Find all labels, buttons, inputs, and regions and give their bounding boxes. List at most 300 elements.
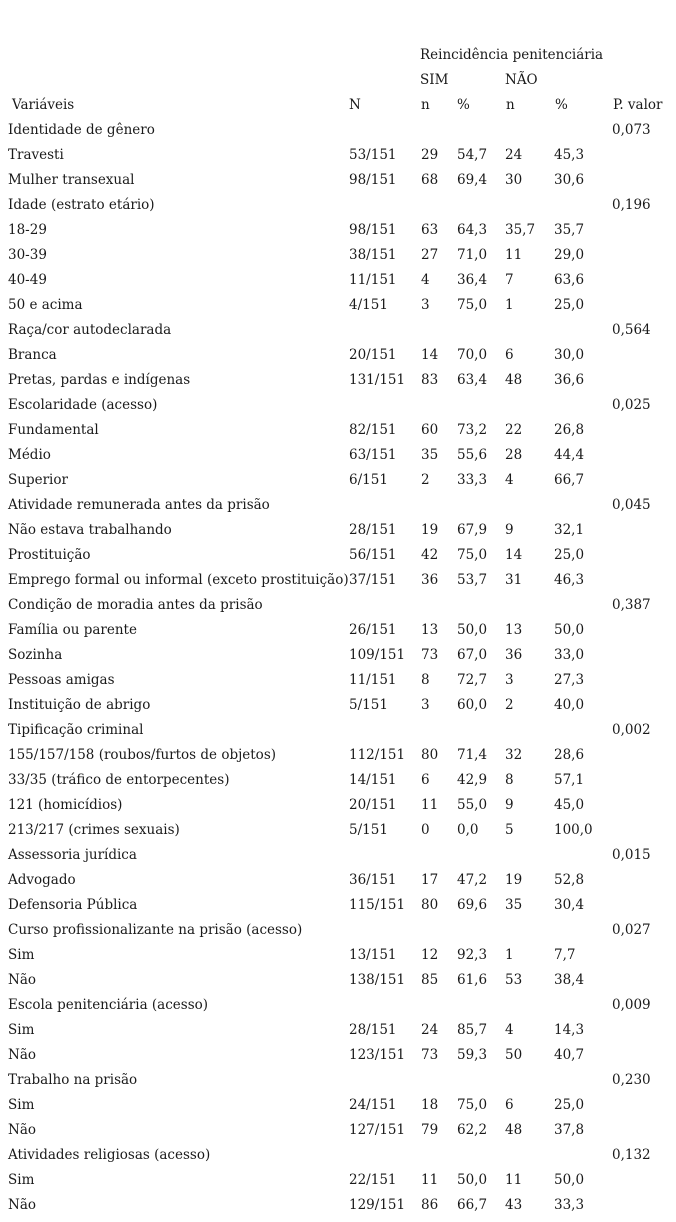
n-cell xyxy=(349,1068,421,1093)
sim-pct-cell: 67,0 xyxy=(457,647,488,663)
n-cell: 22/151 xyxy=(349,1172,397,1188)
p-value-cell xyxy=(612,943,672,968)
sim-pct-cell xyxy=(457,393,505,418)
sim-n-cell: 11 xyxy=(421,1172,439,1188)
row-label: Travesti xyxy=(8,147,64,163)
sim-n-cell: 17 xyxy=(421,872,439,888)
table-row xyxy=(8,243,672,268)
p-value-cell xyxy=(612,543,672,568)
row-label: Não xyxy=(8,972,36,988)
nao-n-cell: 43 xyxy=(505,1197,523,1213)
nao-pct-cell xyxy=(554,393,612,418)
table-row xyxy=(8,618,672,643)
row-label: Superior xyxy=(8,472,68,488)
n-cell: 127/151 xyxy=(349,1122,406,1138)
n-cell: 11/151 xyxy=(349,272,397,288)
nao-n-cell: 1 xyxy=(505,947,514,963)
nao-n-cell: 48 xyxy=(505,372,523,388)
nao-pct-cell: 66,7 xyxy=(554,472,585,488)
sim-n-cell: 42 xyxy=(421,547,439,563)
row-label: Médio xyxy=(8,447,51,463)
p-value-cell: 0,073 xyxy=(612,122,651,138)
n-cell: 115/151 xyxy=(349,897,406,913)
p-value-cell: 0,002 xyxy=(612,722,651,738)
nao-n-cell: 14 xyxy=(505,547,523,563)
nao-pct-cell: 35,7 xyxy=(554,222,585,238)
nao-pct-cell: 44,4 xyxy=(554,447,585,463)
p-value-cell xyxy=(612,693,672,718)
sim-n-cell: 2 xyxy=(421,472,430,488)
table-row xyxy=(8,143,672,168)
table-row xyxy=(8,368,672,393)
sim-n-header: n xyxy=(421,97,430,113)
nao-pct-cell: 7,7 xyxy=(554,947,576,963)
p-value-cell xyxy=(612,1018,672,1043)
p-value-cell xyxy=(612,1118,672,1143)
sim-n-cell: 80 xyxy=(421,897,439,913)
sim-n-cell xyxy=(421,1143,457,1168)
nao-pct-cell xyxy=(554,493,612,518)
table-row xyxy=(8,693,672,718)
sim-pct-header: % xyxy=(457,97,470,113)
sim-n-cell: 3 xyxy=(421,297,430,313)
nao-n-cell: 9 xyxy=(505,797,514,813)
nao-n-cell: 11 xyxy=(505,1172,523,1188)
nao-n-cell: 36 xyxy=(505,647,523,663)
nao-pct-cell xyxy=(554,993,612,1018)
p-value-cell xyxy=(612,293,672,318)
nao-n-cell: 13 xyxy=(505,622,523,638)
row-label: Não xyxy=(8,1197,36,1213)
nao-n-cell xyxy=(505,918,554,943)
nao-pct-cell xyxy=(554,593,612,618)
nao-n-cell: 4 xyxy=(505,472,514,488)
row-label: 155/157/158 (roubos/furtos de objetos) xyxy=(8,747,277,763)
p-value-cell xyxy=(612,643,672,668)
sim-n-cell: 35 xyxy=(421,447,439,463)
n-cell xyxy=(349,918,421,943)
p-value-cell xyxy=(612,518,672,543)
nao-n-cell: 6 xyxy=(505,347,514,363)
sim-pct-cell xyxy=(457,1143,505,1168)
sim-pct-cell: 33,3 xyxy=(457,472,488,488)
nao-pct-cell: 36,6 xyxy=(554,372,585,388)
sim-pct-cell: 75,0 xyxy=(457,1097,488,1113)
nao-pct-cell: 32,1 xyxy=(554,522,585,538)
nao-n-cell xyxy=(505,393,554,418)
nao-pct-cell: 38,4 xyxy=(554,972,585,988)
table-row xyxy=(8,1118,672,1143)
p-value-cell: 0,196 xyxy=(612,197,651,213)
nao-n-cell xyxy=(505,193,554,218)
nao-n-cell xyxy=(505,993,554,1018)
nao-pct-cell: 37,8 xyxy=(554,1122,585,1138)
sim-n-cell: 27 xyxy=(421,247,439,263)
n-cell: 123/151 xyxy=(349,1047,406,1063)
nao-pct-cell: 50,0 xyxy=(554,622,585,638)
sim-pct-cell xyxy=(457,193,505,218)
sim-n-cell: 0 xyxy=(421,822,430,838)
nao-n-cell: 3 xyxy=(505,672,514,688)
row-label: 30-39 xyxy=(8,247,47,263)
sim-pct-cell xyxy=(457,993,505,1018)
sim-n-cell: 19 xyxy=(421,522,439,538)
n-cell: 138/151 xyxy=(349,972,406,988)
sim-pct-cell: 62,2 xyxy=(457,1122,488,1138)
sim-n-cell: 4 xyxy=(421,272,430,288)
table-row xyxy=(8,968,672,993)
row-label: Identidade de gênero xyxy=(8,122,155,138)
sim-n-cell: 11 xyxy=(421,797,439,813)
variables-header: Variáveis xyxy=(12,97,75,113)
nao-pct-cell: 28,6 xyxy=(554,747,585,763)
nao-n-cell: 35,7 xyxy=(505,222,536,238)
p-value-cell xyxy=(612,418,672,443)
nao-n-cell: 50 xyxy=(505,1047,523,1063)
table-row xyxy=(8,1018,672,1043)
table-row xyxy=(8,343,672,368)
n-cell: 24/151 xyxy=(349,1097,397,1113)
p-value-cell xyxy=(612,818,672,843)
nao-n-cell xyxy=(505,1143,554,1168)
nao-n-cell: 19 xyxy=(505,872,523,888)
sim-n-cell xyxy=(421,393,457,418)
nao-n-cell: 30 xyxy=(505,172,523,188)
sim-n-cell: 83 xyxy=(421,372,439,388)
nao-n-cell: 48 xyxy=(505,1122,523,1138)
table-row xyxy=(8,443,672,468)
row-label: Emprego formal ou informal (exceto prostituição) xyxy=(8,572,349,588)
table-row xyxy=(8,768,672,793)
sim-pct-cell: 75,0 xyxy=(457,297,488,313)
nao-pct-cell: 100,0 xyxy=(554,822,593,838)
nao-n-cell xyxy=(505,493,554,518)
row-label: Pretas, pardas e indígenas xyxy=(8,372,191,388)
row-label: Pessoas amigas xyxy=(8,672,115,688)
row-label: Advogado xyxy=(8,872,76,888)
row-label: Prostituição xyxy=(8,547,91,563)
row-label: 40-49 xyxy=(8,272,47,288)
nao-n-header: n xyxy=(506,97,515,113)
nao-pct-cell: 50,0 xyxy=(554,1172,585,1188)
nao-n-cell: 7 xyxy=(505,272,514,288)
row-label: 50 e acima xyxy=(8,297,83,313)
sim-pct-cell: 71,0 xyxy=(457,247,488,263)
nao-n-cell: 6 xyxy=(505,1097,514,1113)
nao-n-cell: 9 xyxy=(505,522,514,538)
nao-pct-cell: 57,1 xyxy=(554,772,585,788)
row-label: Não xyxy=(8,1047,36,1063)
row-label: Escola penitenciária (acesso) xyxy=(8,997,209,1013)
sim-pct-cell: 75,0 xyxy=(457,547,488,563)
sim-pct-cell: 73,2 xyxy=(457,422,488,438)
sim-pct-cell xyxy=(457,718,505,743)
row-label: Instituição de abrigo xyxy=(8,697,151,713)
n-cell: 112/151 xyxy=(349,747,406,763)
group-row xyxy=(8,918,672,943)
nao-n-cell xyxy=(505,1068,554,1093)
sim-pct-cell: 42,9 xyxy=(457,772,488,788)
sim-pct-cell xyxy=(457,318,505,343)
nao-pct-cell: 26,8 xyxy=(554,422,585,438)
n-cell xyxy=(349,718,421,743)
nao-n-cell: 1 xyxy=(505,297,514,313)
sim-n-cell: 24 xyxy=(421,1022,439,1038)
nao-pct-cell: 25,0 xyxy=(554,297,585,313)
sim-pct-cell: 63,4 xyxy=(457,372,488,388)
p-value-cell: 0,045 xyxy=(612,497,651,513)
sim-pct-cell: 0,0 xyxy=(457,822,479,838)
row-label: Defensoria Pública xyxy=(8,897,138,913)
n-cell: 129/151 xyxy=(349,1197,406,1213)
p-value-cell xyxy=(612,1168,672,1193)
n-cell: 37/151 xyxy=(349,572,397,588)
row-label: Sim xyxy=(8,1097,35,1113)
nao-n-cell xyxy=(505,843,554,868)
sim-n-cell xyxy=(421,193,457,218)
nao-pct-cell: 30,0 xyxy=(554,347,585,363)
sim-pct-cell: 59,3 xyxy=(457,1047,488,1063)
n-cell: 4/151 xyxy=(349,297,388,313)
sim-pct-cell xyxy=(457,918,505,943)
group-row xyxy=(8,393,672,418)
sim-n-cell xyxy=(421,843,457,868)
sim-n-cell: 14 xyxy=(421,347,439,363)
sim-pct-cell: 67,9 xyxy=(457,522,488,538)
sim-n-cell xyxy=(421,318,457,343)
n-cell xyxy=(349,843,421,868)
row-label: Não estava trabalhando xyxy=(8,522,172,538)
group-row xyxy=(8,318,672,343)
nao-pct-cell: 40,7 xyxy=(554,1047,585,1063)
nao-n-cell: 4 xyxy=(505,1022,514,1038)
sim-n-cell: 80 xyxy=(421,747,439,763)
row-label: Curso profissionalizante na prisão (acesso) xyxy=(8,922,303,938)
table-row xyxy=(8,1193,672,1218)
table-row xyxy=(8,168,672,193)
sim-n-cell xyxy=(421,118,457,143)
row-label: Raça/cor autodeclarada xyxy=(8,322,172,338)
sim-n-cell: 68 xyxy=(421,172,439,188)
row-label: Sim xyxy=(8,1022,35,1038)
p-value-cell xyxy=(612,168,672,193)
nao-pct-cell xyxy=(554,1143,612,1168)
n-cell: 98/151 xyxy=(349,172,397,188)
sim-n-cell: 36 xyxy=(421,572,439,588)
n-cell: 63/151 xyxy=(349,447,397,463)
n-cell: 11/151 xyxy=(349,672,397,688)
n-cell xyxy=(349,493,421,518)
n-cell: 28/151 xyxy=(349,1022,397,1038)
p-value-cell xyxy=(612,968,672,993)
sim-n-cell: 18 xyxy=(421,1097,439,1113)
sim-n-cell: 73 xyxy=(421,647,439,663)
table-row xyxy=(8,818,672,843)
group-row xyxy=(8,843,672,868)
sim-n-cell: 12 xyxy=(421,947,439,963)
group-row xyxy=(8,493,672,518)
sim-pct-cell: 64,3 xyxy=(457,222,488,238)
table-row xyxy=(8,1093,672,1118)
nao-header: NÃO xyxy=(505,72,538,88)
nao-n-cell: 24 xyxy=(505,147,523,163)
sim-pct-cell: 47,2 xyxy=(457,872,488,888)
nao-pct-cell: 29,0 xyxy=(554,247,585,263)
sim-pct-cell: 61,6 xyxy=(457,972,488,988)
n-cell: 38/151 xyxy=(349,247,397,263)
nao-n-cell: 53 xyxy=(505,972,523,988)
nao-pct-cell xyxy=(554,193,612,218)
n-header: N xyxy=(349,97,361,113)
sim-pct-cell: 55,6 xyxy=(457,447,488,463)
p-value-cell xyxy=(612,368,672,393)
n-cell: 6/151 xyxy=(349,472,388,488)
p-value-cell: 0,387 xyxy=(612,597,651,613)
nao-pct-cell: 27,3 xyxy=(554,672,585,688)
p-value-cell: 0,025 xyxy=(612,397,651,413)
p-value-cell xyxy=(612,1193,672,1218)
row-label: Sim xyxy=(8,947,35,963)
group-row xyxy=(8,593,672,618)
nao-n-cell: 8 xyxy=(505,772,514,788)
sim-n-cell: 86 xyxy=(421,1197,439,1213)
group-row xyxy=(8,1143,672,1168)
nao-pct-cell: 33,3 xyxy=(554,1197,585,1213)
nao-n-cell xyxy=(505,318,554,343)
table-row xyxy=(8,568,672,593)
sim-pct-cell: 70,0 xyxy=(457,347,488,363)
nao-pct-cell: 25,0 xyxy=(554,1097,585,1113)
p-value-cell xyxy=(612,1043,672,1068)
nao-pct-cell xyxy=(554,918,612,943)
n-cell: 109/151 xyxy=(349,647,406,663)
group-title: Reincidência penitenciária xyxy=(420,47,604,63)
p-value-cell xyxy=(612,243,672,268)
row-label: Mulher transexual xyxy=(8,172,135,188)
sim-header: SIM xyxy=(420,72,449,88)
row-label: Assessoria jurídica xyxy=(8,847,137,863)
n-cell xyxy=(349,393,421,418)
p-value-cell: 0,230 xyxy=(612,1072,651,1088)
table-row xyxy=(8,643,672,668)
sim-pct-cell xyxy=(457,843,505,868)
sim-n-cell: 8 xyxy=(421,672,430,688)
nao-pct-cell: 52,8 xyxy=(554,872,585,888)
n-cell: 98/151 xyxy=(349,222,397,238)
sim-pct-cell xyxy=(457,118,505,143)
nao-n-cell: 22 xyxy=(505,422,523,438)
sim-pct-cell: 36,4 xyxy=(457,272,488,288)
n-cell: 20/151 xyxy=(349,797,397,813)
sim-n-cell xyxy=(421,1068,457,1093)
table-row xyxy=(8,468,672,493)
sim-n-cell xyxy=(421,993,457,1018)
nao-pct-cell xyxy=(554,843,612,868)
nao-pct-cell xyxy=(554,318,612,343)
row-label: 213/217 (crimes sexuais) xyxy=(8,822,180,838)
sim-n-cell: 85 xyxy=(421,972,439,988)
nao-pct-cell: 25,0 xyxy=(554,547,585,563)
n-cell: 131/151 xyxy=(349,372,406,388)
p-value-cell xyxy=(612,268,672,293)
table-row xyxy=(8,543,672,568)
nao-pct-cell xyxy=(554,718,612,743)
n-cell: 20/151 xyxy=(349,347,397,363)
sim-pct-cell: 53,7 xyxy=(457,572,488,588)
n-cell xyxy=(349,1143,421,1168)
table-body xyxy=(8,118,672,1218)
nao-n-cell: 11 xyxy=(505,247,523,263)
p-value-cell: 0,132 xyxy=(612,1147,651,1163)
row-label: 33/35 (tráfico de entorpecentes) xyxy=(8,772,230,788)
n-cell xyxy=(349,318,421,343)
nao-n-cell: 5 xyxy=(505,822,514,838)
n-cell: 13/151 xyxy=(349,947,397,963)
n-cell: 82/151 xyxy=(349,422,397,438)
sim-pct-cell xyxy=(457,1068,505,1093)
row-label: Sim xyxy=(8,1172,35,1188)
p-value-cell: 0,564 xyxy=(612,322,651,338)
sim-n-cell xyxy=(421,718,457,743)
p-value-cell xyxy=(612,568,672,593)
table-row xyxy=(8,668,672,693)
row-label: Branca xyxy=(8,347,57,363)
group-row xyxy=(8,718,672,743)
nao-n-cell: 31 xyxy=(505,572,523,588)
row-label: Atividades religiosas (acesso) xyxy=(8,1147,211,1163)
sim-n-cell: 79 xyxy=(421,1122,439,1138)
n-cell: 28/151 xyxy=(349,522,397,538)
sim-n-cell: 29 xyxy=(421,147,439,163)
table-row xyxy=(8,893,672,918)
nao-pct-cell: 46,3 xyxy=(554,572,585,588)
nao-pct-cell xyxy=(554,1068,612,1093)
results-table xyxy=(8,118,672,1218)
nao-n-cell: 28 xyxy=(505,447,523,463)
sim-n-cell: 6 xyxy=(421,772,430,788)
nao-n-cell xyxy=(505,593,554,618)
group-row xyxy=(8,118,672,143)
sim-n-cell xyxy=(421,918,457,943)
sim-pct-cell: 50,0 xyxy=(457,1172,488,1188)
nao-pct-cell: 30,4 xyxy=(554,897,585,913)
n-cell: 26/151 xyxy=(349,622,397,638)
row-label: 18-29 xyxy=(8,222,47,238)
sim-n-cell xyxy=(421,493,457,518)
n-cell xyxy=(349,118,421,143)
nao-n-cell xyxy=(505,718,554,743)
p-value-header: P. valor xyxy=(613,97,663,113)
table-row xyxy=(8,293,672,318)
sim-pct-cell: 71,4 xyxy=(457,747,488,763)
p-value-cell: 0,009 xyxy=(612,997,651,1013)
nao-n-cell: 2 xyxy=(505,697,514,713)
group-row xyxy=(8,993,672,1018)
n-cell: 53/151 xyxy=(349,147,397,163)
p-value-cell: 0,015 xyxy=(612,847,651,863)
table-row xyxy=(8,943,672,968)
sim-n-cell: 13 xyxy=(421,622,439,638)
sim-pct-cell: 66,7 xyxy=(457,1197,488,1213)
p-value-cell xyxy=(612,668,672,693)
sim-n-cell: 63 xyxy=(421,222,439,238)
sim-pct-cell: 60,0 xyxy=(457,697,488,713)
nao-pct-cell: 40,0 xyxy=(554,697,585,713)
table-row xyxy=(8,793,672,818)
n-cell: 5/151 xyxy=(349,822,388,838)
sim-pct-cell: 50,0 xyxy=(457,622,488,638)
n-cell xyxy=(349,593,421,618)
